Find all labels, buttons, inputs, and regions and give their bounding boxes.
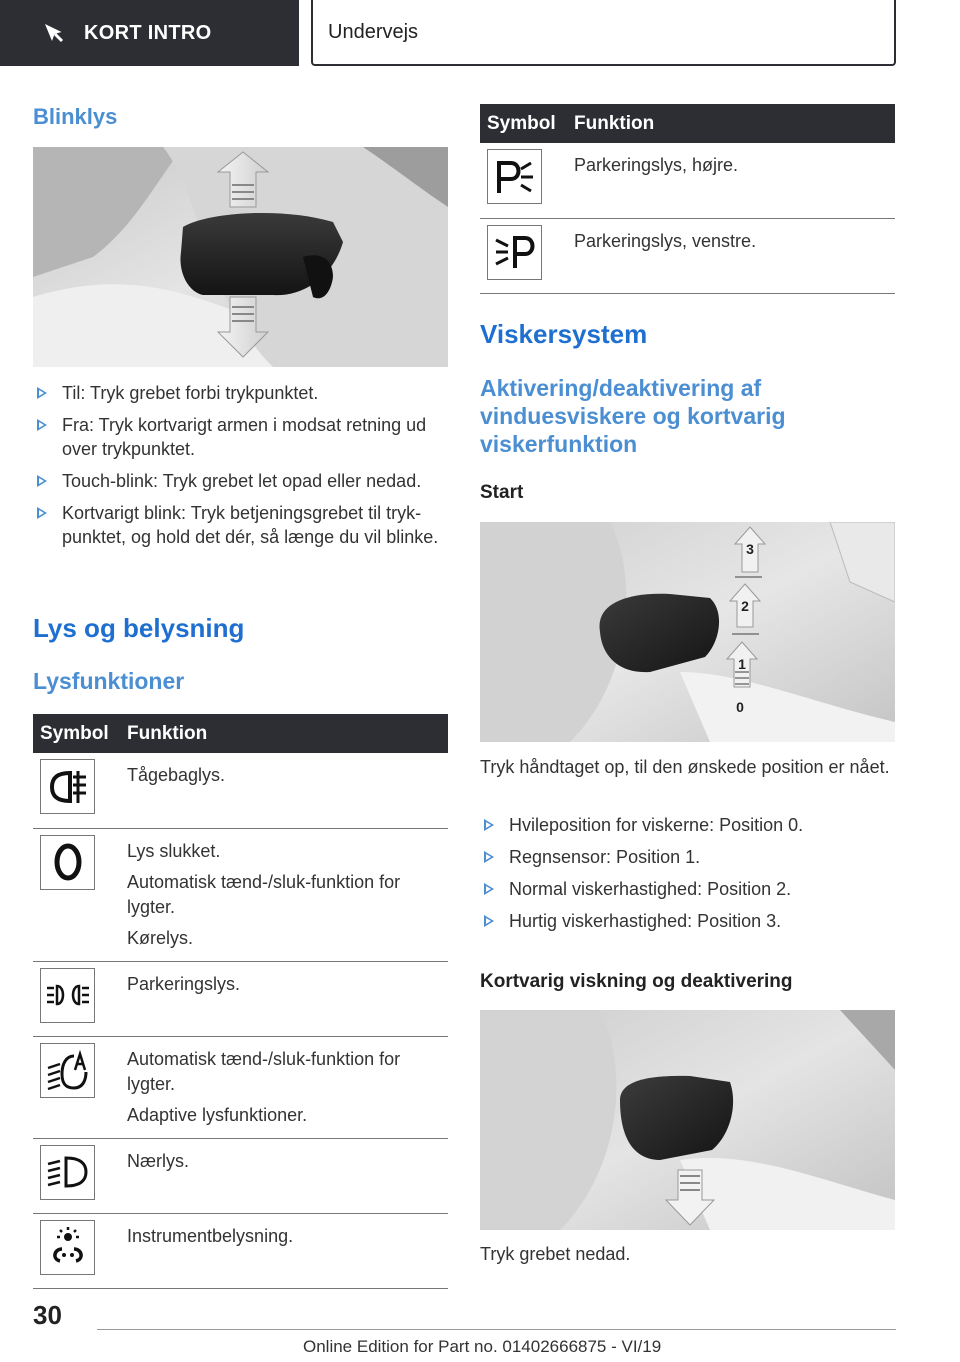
triangle-bullet-icon [484,851,494,863]
wiper-position-label: 3 [746,541,754,557]
light-functions-table [33,714,448,1289]
parking-lights-icon [40,968,95,1023]
parking-light-left-icon [487,225,542,280]
table-row: Automatisk tænd-/sluk-funktion for lygter. Adaptive lysfunktioner. [33,1036,448,1138]
kortvarig-description: Tryk grebet nedad. [480,1244,631,1264]
turn-signal-lever-image [33,147,448,367]
section-tab[interactable] [0,0,299,66]
triangle-bullet-icon [484,819,494,831]
column-header-function: Funktion [574,104,895,143]
list-item: Til: Tryk grebet forbi trykpunktet. [33,381,448,405]
column-header-symbol: Symbol [480,104,574,143]
wiper-lever-down-image [480,1010,895,1230]
chapter-tab [311,0,896,66]
list-item: Hvileposition for viskerne: Position 0. [480,813,895,837]
wiper-positions-list [480,813,895,941]
list-item: Regnsensor: Position 1. [480,845,895,869]
triangle-bullet-icon [37,507,47,519]
lysfunktioner-heading: Lysfunktioner [33,668,185,694]
start-heading: Start [480,482,524,503]
column-header-symbol: Symbol [33,714,127,753]
instrument-lighting-icon [40,1220,95,1275]
chapter-label: Undervejs [328,20,419,43]
table-row: Parkeringslys. [33,961,448,1036]
wiper-position-label: 1 [738,656,746,672]
fog-light-icon [40,759,95,814]
column-header-function: Funktion [127,714,448,753]
table-row: Parkeringslys, højre. [480,143,895,218]
list-item: Fra: Tryk kortvarigt armen i modsat retning ud over trykpunktet. [33,413,448,461]
triangle-bullet-icon [37,475,47,487]
aktivering-heading: Aktivering/deaktivering af vinduesviskere og kortvarig viskerfunktion [480,375,786,457]
footer-divider [97,1329,896,1330]
table-row: Lys slukket. Automatisk tænd-/sluk-funktion for lygter. Kørelys. [33,828,448,961]
start-description: Tryk håndtaget op, til den ønskede position er nået. [480,757,890,777]
triangle-bullet-icon [37,419,47,431]
wiper-position-label: 2 [741,598,749,614]
table-header-row [480,104,895,143]
triangle-bullet-icon [37,387,47,399]
table-row: Nærlys. [33,1138,448,1213]
triangle-bullet-icon [484,915,494,927]
pointer-arrow-icon [42,21,66,45]
low-beam-icon [40,1145,95,1200]
wiper-lever-positions-image [480,522,895,742]
table-row: Parkeringslys, venstre. [480,218,895,293]
table-header-row [33,714,448,753]
blinklys-list [33,381,448,557]
auto-headlight-icon [40,1043,95,1098]
list-item: Kortvarigt blink: Tryk betjeningsgrebet til tryk‐punktet, og hold det dér, så længe du vil blinke. [33,501,448,549]
table-row: Instrumentbelysning. [33,1213,448,1288]
footer-edition: Online Edition for Part no. 01402666875 - VI/19 [303,1337,662,1356]
kortvarig-heading: Kortvarig viskning og deaktivering [480,971,793,992]
lights-off-icon [40,835,95,890]
parking-lights-table [480,104,895,294]
blinklys-heading: Blinklys [33,104,118,129]
list-item: Hurtig viskerhastighed: Position 3. [480,909,895,933]
page-number: 30 [33,1300,62,1330]
list-item: Normal viskerhastighed: Position 2. [480,877,895,901]
list-item: Touch-blink: Tryk grebet let opad eller nedad. [33,469,448,493]
page-header [0,0,960,66]
lys-heading: Lys og belysning [33,613,245,643]
wiper-position-label: 0 [736,699,744,715]
table-row: Tågebaglys. [33,753,448,828]
triangle-bullet-icon [484,883,494,895]
visker-heading: Viskersystem [480,319,648,349]
section-tab-label: KORT INTRO [84,21,212,44]
parking-light-right-icon [487,149,542,204]
